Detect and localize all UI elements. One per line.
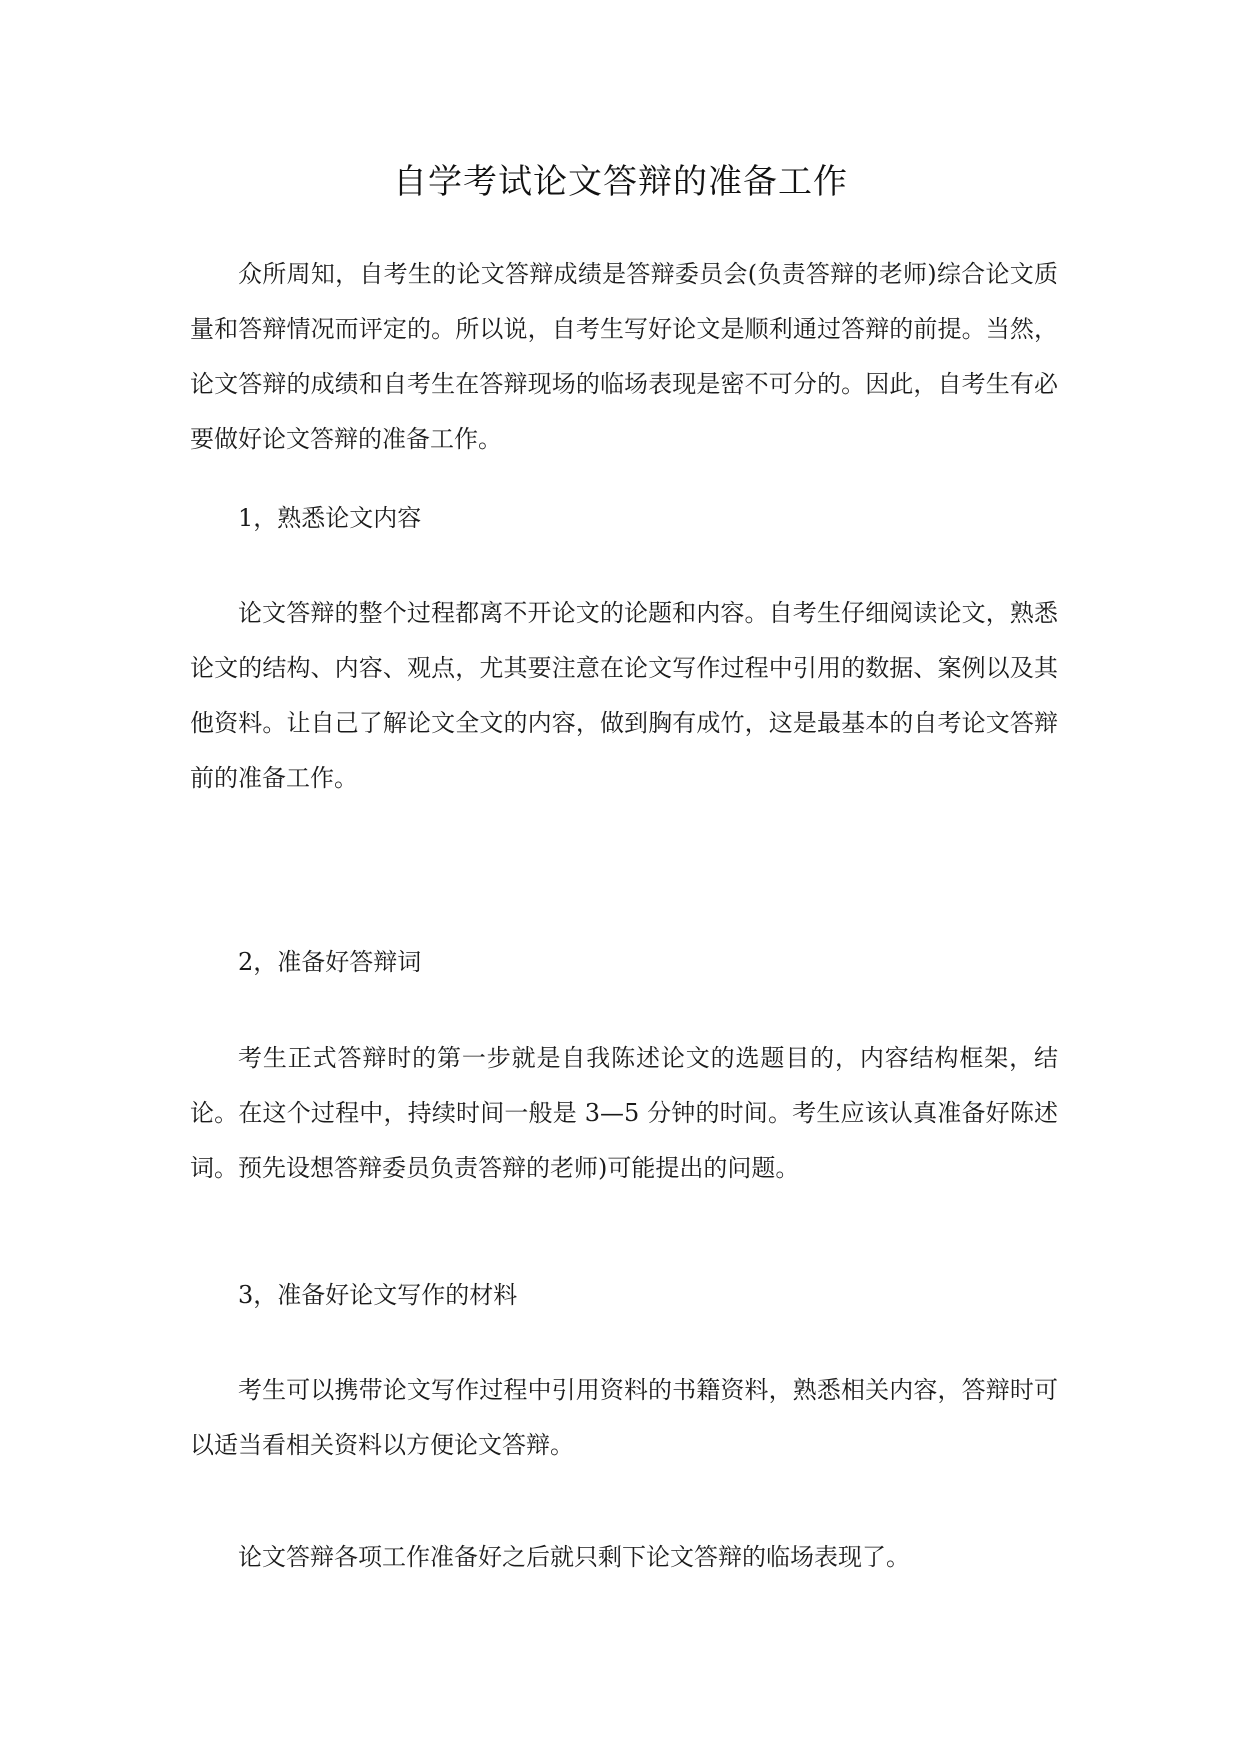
section-body-3: 考生可以携带论文写作过程中引用资料的书籍资料，熟悉相关内容，答辩时可以适当看相关资料以方便论文答辩。 — [190, 1376, 1058, 1459]
intro-paragraph: 众所周知，自考生的论文答辩成绩是答辩委员会(负责答辩的老师)综合论文质量和答辩情况而评定的。所以说，自考生写好论文是顺利通过答辩的前提。当然，论文答辩的成绩和自考生在答辩现场的临场表现是密不可分的。因此，自考生有必要做好论文答辩的准备工作。 — [190, 260, 1058, 453]
section-heading-3: 3，准备好论文写作的材料 — [238, 1281, 518, 1309]
section-heading-1: 1，熟悉论文内容 — [238, 504, 422, 532]
section-heading-2: 2，准备好答辩词 — [238, 948, 422, 976]
document-title: 自学考试论文答辩的准备工作 — [393, 162, 848, 202]
section-body-1: 论文答辩的整个过程都离不开论文的论题和内容。自考生仔细阅读论文，熟悉论文的结构、内容、观点，尤其要注意在论文写作过程中引用的数据、案例以及其他资料。让自己了解论文全文的内容，做到胸有成竹，这是最基本的自考论文答辩前的准备工作。 — [190, 599, 1058, 792]
closing-paragraph: 论文答辩各项工作准备好之后就只剩下论文答辩的临场表现了。 — [238, 1543, 910, 1571]
section-body-2: 考生正式答辩时的第一步就是自我陈述论文的选题目的，内容结构框架，结论。在这个过程中，持续时间一般是 3—5 分钟的时间。考生应该认真准备好陈述词。预先设想答辩委员负责答辩的老师)可能提出的问题。 — [190, 1044, 1058, 1182]
